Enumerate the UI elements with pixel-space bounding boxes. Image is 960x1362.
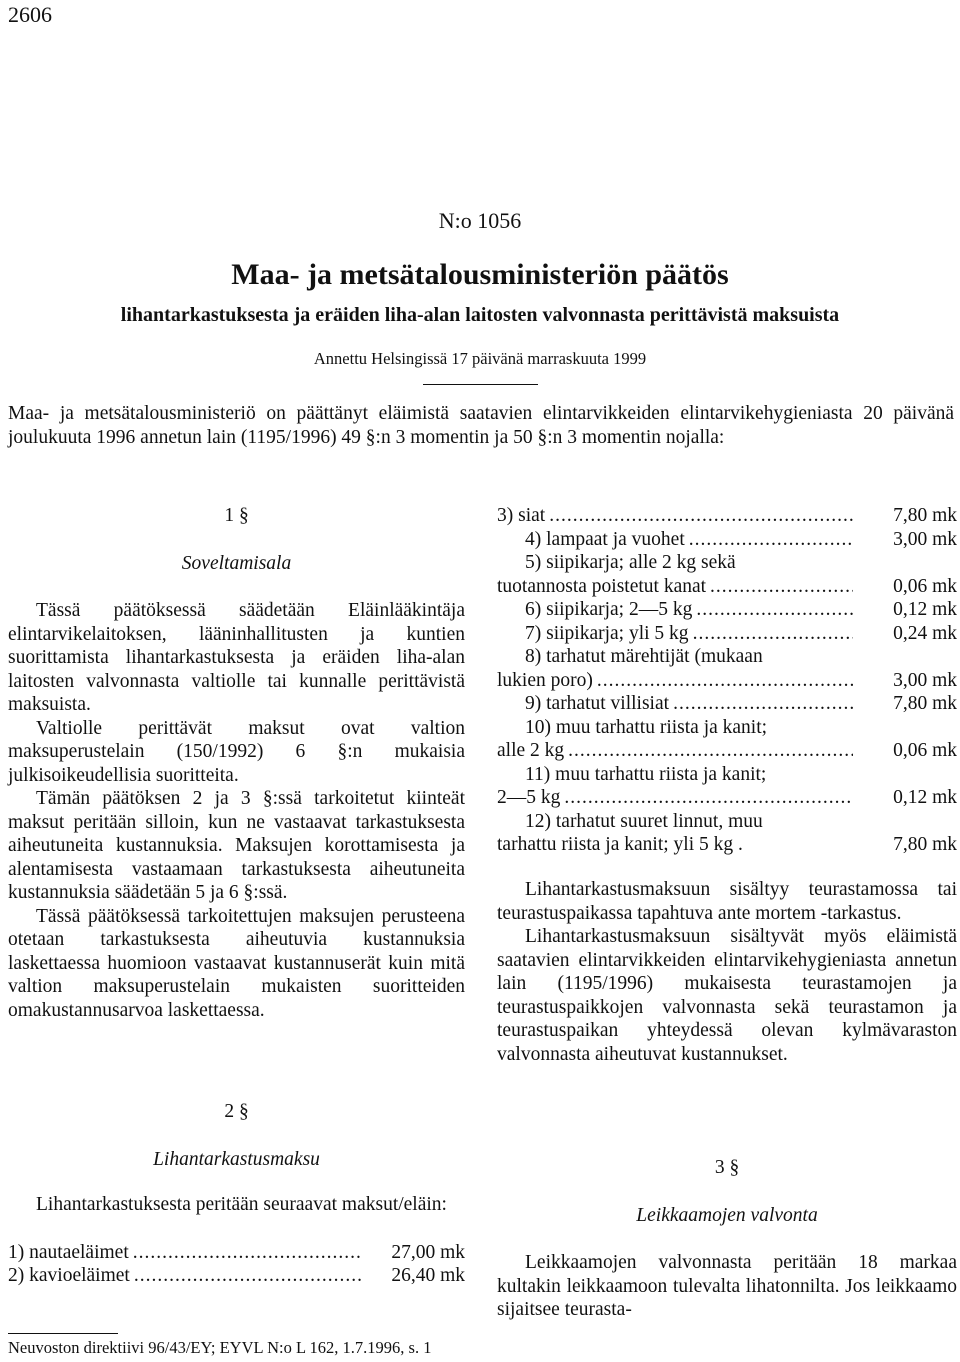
fee-row xyxy=(8,1241,465,1265)
fee-label: 2) kavioeläimet xyxy=(8,1265,130,1286)
section-2-heading xyxy=(8,1100,465,1171)
leader-dots xyxy=(133,1241,361,1265)
fee-label: alle 2 kg xyxy=(497,740,565,761)
fee-value: 0,12 mk xyxy=(893,599,957,620)
decision-number: N:o 1056 xyxy=(438,208,522,233)
section-2-paragraph: Lihantarkastusmaksuun sisältyvät myös eläimistä saatavien elintarvikkeiden elintarvikehygieniasta annetun lain (1195/1996) mukaisesta teurastamojen ja teurastuspaikkojen valvonnasta sekä teurastamon ja teurastuspaikan yhteydessä olevan kylmävaraston valvonnasta aiheutuvat kustannukset. xyxy=(497,926,957,1065)
leader-dots xyxy=(134,1264,361,1288)
leader-dots xyxy=(673,692,853,716)
section-3-number: 3 § xyxy=(714,1157,740,1178)
leader-dots xyxy=(689,528,853,552)
leader-dots xyxy=(696,598,853,622)
fee-value: 3,00 mk xyxy=(893,528,957,550)
fee-list-left xyxy=(8,1241,465,1288)
section-3-paragraph: Leikkaamojen valvonnasta peritään 18 markaa kultakin leikkaamoon tulevalta lihatonnilta. Jos leikkaamo sijaitsee teurasta- xyxy=(497,1252,957,1320)
fee-label: 9) tarhatut villisiat xyxy=(525,693,670,714)
fee-row xyxy=(497,669,957,693)
fee-label: 2—5 kg xyxy=(497,787,561,808)
fee-item-continued: 8) tarhatut märehtijät (mukaan xyxy=(525,646,763,667)
fee-row xyxy=(497,504,957,528)
document-title: Maa- ja metsätalousministeriön päätös xyxy=(231,258,729,291)
footnote-divider xyxy=(8,1333,118,1334)
section-3-title: Leikkaamojen valvonta xyxy=(636,1204,818,1226)
divider xyxy=(423,384,538,385)
section-2-title: Lihantarkastusmaksu xyxy=(153,1148,320,1170)
fee-label: 1) nautaeläimet xyxy=(8,1241,129,1263)
fee-row xyxy=(497,692,957,716)
leader-dots xyxy=(568,739,853,763)
preamble: Maa- ja metsätalousministeriö on päättänyt eläimistä saatavien elintarvikkeiden elintarvikehygieniasta 20 päivänä joulukuuta 1996 annetun lain (1195/1996) 49 §:n 3 momentin ja 50 §:n 3 momentin nojalla: xyxy=(8,403,954,448)
section-2-intro: Lihantarkastuksesta peritään seuraavat maksut/eläin: xyxy=(36,1194,447,1215)
fee-value: 7,80 mk xyxy=(893,834,957,855)
leader-dots xyxy=(597,669,853,693)
left-column xyxy=(8,504,465,1022)
fee-label: tarhattu riista ja kanit; yli 5 kg . xyxy=(497,834,743,855)
fee-row xyxy=(497,622,957,646)
page-number: 2606 xyxy=(8,2,52,27)
fee-row xyxy=(497,739,957,763)
leader-dots xyxy=(549,504,853,528)
fee-label: tuotannosta poistetut kanat xyxy=(497,575,707,597)
section-2-number: 2 § xyxy=(224,1101,249,1122)
section-1-paragraph: Tässä päätöksessä tarkoitettujen maksujen perusteena otetaan tarkastuksesta aiheutuvia kustannuksia laskettaessa huomioon vastaavat kustannuserät kuin mitä valtion maksuperustelain mukaisten suoritteiden omakustannusarvoa laskettaessa. xyxy=(8,905,465,1021)
leader-dots xyxy=(564,786,853,810)
leader-dots xyxy=(693,622,853,646)
fee-label: 3) siat xyxy=(497,505,546,526)
section-2-intro-block xyxy=(8,1193,465,1288)
fee-row xyxy=(497,786,957,810)
fee-row xyxy=(497,528,957,552)
section-2-paragraphs xyxy=(497,878,957,1066)
fee-value: 26,40 mk xyxy=(391,1265,465,1286)
footnote: Neuvoston direktiivi 96/43/EY; EYVL N:o L 162, 1.7.1996, s. 1 xyxy=(8,1338,432,1357)
fee-list-right xyxy=(497,504,957,857)
fee-value: 0,06 mk xyxy=(893,575,957,597)
fee-value: 0,24 mk xyxy=(893,622,957,644)
fee-label: 6) siipikarja; 2—5 kg xyxy=(525,599,693,620)
fee-label: lukien poro) xyxy=(497,669,593,691)
fee-value: 7,80 mk xyxy=(893,693,957,714)
fee-row xyxy=(497,575,957,599)
fee-label: 4) lampaat ja vuohet xyxy=(525,528,685,550)
fee-item-continued: 5) siipikarja; alle 2 kg sekä xyxy=(525,552,736,573)
fee-label: 7) siipikarja; yli 5 kg xyxy=(525,622,689,644)
section-1-paragraph: Tämän päätöksen 2 ja 3 §:ssä tarkoitetut kiinteät maksut peritään silloin, kun ne vastaavat tarkastuksesta aiheutuneita kustannuksia. Maksujen korottamisesta ja alentamisesta vastaamaan tarkastuksesta aiheutuneita kustannuksia säädetään 5 ja 6 §:ssä. xyxy=(8,788,465,903)
section-1-paragraph: Valtiolle perittävät maksut ovat valtion maksuperustelain (150/1992) 6 §:n mukaisia julkisoikeudellisia suoritteita. xyxy=(8,717,465,786)
fee-item-continued: 12) tarhatut suuret linnut, muu xyxy=(525,810,763,832)
fee-value: 27,00 mk xyxy=(391,1241,465,1263)
leader-dots xyxy=(710,575,853,599)
section-1-paragraph: Tässä päätöksessä säädetään Eläinlääkintäja elintarvikelaitoksen, lääninhallitusten ja kuntien suorittamista lihantarkastuksesta ja eräiden liha-alan laitosten valvonnasta valtiolle tai kunnalle perittävistä maksuista. xyxy=(8,600,465,715)
document-subtitle: lihantarkastuksesta ja eräiden liha-alan laitosten valvonnasta perittävistä maksuista xyxy=(120,304,840,326)
given-date: Annettu Helsingissä 17 päivänä marraskuuta 1999 xyxy=(313,349,647,368)
section-3 xyxy=(497,1156,957,1322)
fee-item-continued: 10) muu tarhattu riista ja kanit; xyxy=(525,716,768,738)
section-2-paragraph: Lihantarkastusmaksuun sisältyy teurastamossa tai teurastuspaikassa tapahtuva ante mortem -tarkastus. xyxy=(497,879,957,924)
fee-value: 0,06 mk xyxy=(893,740,957,761)
fee-row xyxy=(497,598,957,622)
section-1-number: 1 § xyxy=(224,505,249,526)
fee-row xyxy=(497,833,957,857)
fee-value: 0,12 mk xyxy=(893,787,957,808)
fee-item-continued: 11) muu tarhattu riista ja kanit; xyxy=(525,763,767,785)
fee-row xyxy=(8,1264,465,1288)
fee-value: 3,00 mk xyxy=(893,669,957,691)
fee-value: 7,80 mk xyxy=(893,505,957,526)
section-1-title: Soveltamisala xyxy=(181,552,292,574)
